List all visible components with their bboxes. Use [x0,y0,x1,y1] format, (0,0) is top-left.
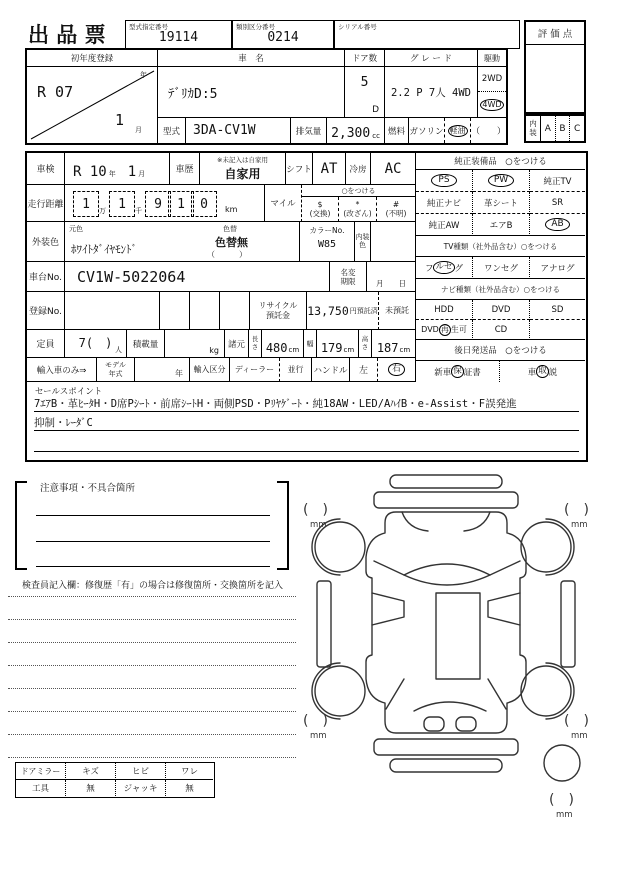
write-line-6 [8,705,296,712]
mileage-km-unit: km [225,205,238,214]
sales-points-section [27,382,586,460]
interior-grade-label: 内装 [526,116,541,141]
shaken-value [65,153,170,185]
rear-right-arch [546,663,574,719]
doors-cell [345,67,385,118]
mile-tamper-symbol: * [355,200,360,209]
class-code-value: 0214 [267,30,299,45]
model-year-cell [135,358,190,382]
mirror-break: ワレ [166,763,213,780]
height-cell [372,330,415,358]
serial-box [334,20,520,49]
tread-bracket-rear-right: ( ) [564,713,589,729]
navi-sd: SD [530,300,585,320]
drive-4wd-cell [478,92,506,118]
repaint-label: 色替 [223,225,237,233]
vehicle-detail-table [25,151,588,462]
sales-points-line1: 7ｴｱB・革ﾋｰﾀH・D席Pｼｰﾄ・前席ｼｰﾄH・両側PSD・Pﾘﾔｹﾞｰﾄ・純18AW・LED/AﾊｲB・e-Assist・F誤発進 [34,396,579,412]
rear-bumper [374,739,518,755]
interior-grade-c: C [574,123,581,134]
mile-tamper-label: (改ざん) [343,209,372,218]
load-cell [165,330,225,358]
mile-unknown-cell [377,197,415,222]
navi-hdd: HDD [416,300,473,320]
fullseg-selected: ルセ [435,262,453,273]
warranty-pre: 新車 [434,367,452,378]
ac-value: AC [371,153,415,185]
mileage-digit-100: 9 [145,191,171,217]
equip-genuine-navi: 純正ナビ [416,192,473,214]
equip-airbag-b: エアB [473,214,530,236]
dvd-play-pre: DVD [421,325,439,334]
model-year-l2: 年式 [108,369,123,378]
roof-bar [390,475,502,488]
shaken-month: 1 [127,164,137,180]
tread-unit-front-right: mm [571,520,588,530]
cabin-floor [436,593,480,679]
mileage-digit-10: 1 [168,191,194,217]
displacement-label: 排気量 [291,118,327,143]
recycle-l1: リサイクル [258,300,298,310]
notes-title: 注意事項・不具合箇所 [40,483,136,494]
equip-ps-cell [416,170,473,192]
original-color-label: 元色 [69,225,83,233]
equip-pw-cell [473,170,530,192]
first-reg-cell [27,67,158,143]
shaken-era: R 10 [73,164,107,180]
length-value: 480 [265,341,288,355]
color-no-label: カラーNo. [309,226,345,235]
length-cell [262,330,304,358]
tread-unit-rear-right: mm [571,731,588,741]
repaint-value: 色替無 [215,236,248,249]
write-line-8 [8,751,296,758]
exterior-color-label: 外装色 [27,222,65,262]
tread-unit-rear-left: mm [310,731,327,741]
notes-bracket-right [277,481,289,570]
evaluation-score-box [524,20,586,114]
equip-sunroof: SR [530,192,585,214]
car-name-header: 車 名 [158,50,345,67]
model-code-label: 型式 [158,118,186,143]
shaken-label: 車検 [27,153,65,185]
spare-tire [544,745,580,781]
handle-left: 左 [350,358,378,382]
drive-header: 駆動 [478,50,506,67]
grade-header: グ レ ー ド [385,50,478,67]
warranty-selected: 保 [453,366,462,377]
sales-points-line3 [34,436,579,452]
inspector-note: 検査員記入欄：修復歴「有」の場合は修復箇所・交換箇所を記入 [22,581,284,591]
fuel-gasoline: ガソリン [409,118,445,143]
dvd-play-post: 生可 [450,325,467,334]
doors-header: ドア数 [345,50,385,67]
write-line-1 [8,590,296,597]
rear-bar [390,759,502,772]
tv-oneseg: ワンセグ [473,257,530,279]
rear-step-left [424,717,444,731]
height-label: 高さ [359,330,372,358]
equip-ps-selected: PS [431,174,456,187]
mile-label: マイル [265,185,302,222]
serial-label: シリアル番号 [338,23,377,31]
rear-step-right [456,717,476,731]
mirror-label: ドアミラー [16,763,66,780]
left-side-step [317,581,331,667]
rear-left-wheel [315,666,365,716]
tools-label: 工具 [16,780,66,796]
class-code-label: 類別区分番号 [236,23,275,31]
right-door-line [488,593,520,625]
notes-line-1 [36,500,270,516]
warranty-post: 証書 [463,367,481,378]
capacity-value: 7( ) [78,336,113,350]
length-unit: cm [288,346,300,354]
genuine-equipment-header: 純正装備品 ○をつける [416,153,585,170]
shaken-year-unit: 年 [108,170,116,178]
front-right-arch [546,519,574,575]
color-no-cell [300,222,355,262]
original-color-value: ﾎﾜｲﾄﾀﾞｲﾔﾓﾝﾄﾞ [71,243,137,256]
rear-right-pillar [488,679,506,709]
displacement-unit: cc [372,132,380,140]
interior-grade-a: A [541,116,556,141]
mirror-crack: ヒビ [116,763,166,780]
left-door-line [372,593,404,625]
model-designation-box [125,20,232,49]
equipment-column [415,153,586,382]
first-reg-month-unit: 月 [135,126,142,134]
rear-left-pillar [386,679,404,709]
height-unit: cm [399,346,411,354]
rear-left-arch [312,663,340,719]
tv-type-header: TV種類（社外品含む）○をつける [416,236,585,257]
model-designation-value: 19114 [158,30,199,45]
first-reg-era: R 07 [37,83,74,101]
height-value: 187 [376,341,399,355]
displacement-cell [327,118,385,143]
history-cell [200,153,286,185]
registration-label: 登録No. [27,292,65,330]
capacity-cell [65,330,127,358]
handle-label: ハンドル [312,358,350,382]
equip-ab-cell [530,214,585,236]
import-parallel: 並行 [280,358,312,382]
equip-ab-selected: AB [545,218,569,231]
load-label: 積載量 [127,330,165,358]
width-unit: cm [343,346,355,354]
mile-exchange-symbol: $ [317,200,323,209]
interior-grade-b: B [556,116,571,141]
dvd-play-selected: 再 [440,324,449,334]
jack-label: ジャッキ [116,780,166,796]
import-dealer: ディーラー [230,358,280,382]
mile-tamper-cell [339,197,377,222]
mirror-tools-table [15,762,215,798]
history-value: 自家用 [224,167,261,181]
rear-window [414,702,486,711]
name-change-l2: 期限 [340,276,356,286]
mileage-man-unit: 万 [99,207,106,215]
registration-cell-3 [190,292,220,330]
history-note: ※未記入は自家用 [217,156,268,164]
equip-pw-selected: PW [488,174,514,187]
mileage-digit-1: 0 [191,191,217,217]
mile-exchange-label: (交換) [309,209,331,218]
navi-dvd-play-cell [416,320,473,340]
navi-type-header: ナビ種類（社外品含む）○をつける [416,279,585,300]
mirror-scratch: キズ [66,763,116,780]
mileage-sen-digit: 1 [109,191,135,217]
model-code-value: 3DA-CV1W [186,118,291,143]
load-unit: kg [209,346,219,355]
ac-label: 冷房 [346,153,371,185]
width-label: 幅 [304,330,317,358]
navi-cd: CD [473,320,530,340]
tread-unit-front-left: mm [310,520,327,530]
interior-grade-box [524,114,586,143]
right-side-step [561,581,575,667]
jack-none: 無 [185,784,194,794]
model-designation-label: 型式指定番号 [129,23,168,31]
fullseg-pre: フ [424,263,434,274]
equip-genuine-aw: 純正AW [416,214,473,236]
handle-right-selected: 右 [388,363,405,376]
sales-points-label: セールスポイント [35,387,103,397]
fullseg-post: グ [454,263,464,274]
fuel-label: 燃料 [385,118,409,143]
mile-unknown-label: (不明) [385,209,407,218]
handle-right-cell [378,358,415,382]
mile-unknown-symbol: # [392,200,400,209]
recycle-deposit-cell [307,292,379,330]
mileage-label: 走行距離 [27,185,65,222]
ship-later-header: 後日発送品 ○をつける [416,340,585,361]
write-line-5 [8,682,296,689]
model-year-unit: 年 [175,369,183,378]
capacity-unit: 人 [115,346,122,354]
notes-line-3 [36,551,270,567]
tread-bracket-front-right: ( ) [564,502,589,518]
class-code-box [232,20,334,49]
history-label: 車歴 [170,153,200,185]
tv-analog: アナログ [530,257,585,279]
registration-cell-2 [160,292,190,330]
mile-exchange-cell [302,197,339,222]
drive-4wd-selected: 4WD [482,99,502,109]
name-change-date-cell [367,262,415,292]
car-body-outline [366,512,526,733]
chassis-value: CV1W-5022064 [65,262,330,292]
a-pillar-right [490,561,520,575]
tread-bracket-rear-left: ( ) [303,713,328,729]
doors-value: 5 [360,74,369,90]
first-reg-year-unit: 年 [140,71,147,79]
recycle-suffix: 円預託済 [349,306,378,315]
page-title: 出 品 票 [28,23,106,47]
not-deposited-label: 未預託 [379,292,415,330]
recycle-l2: 預託金 [266,310,290,320]
capacity-label: 定員 [27,330,65,358]
hood-line-left [402,512,428,531]
mileage-circle-note: ○をつける [302,185,415,197]
first-reg-month: 1 [115,111,125,129]
import-class-label: 輸入区分 [190,358,230,382]
shift-value: AT [313,153,346,185]
vehicle-info-table [25,48,508,145]
fuel-other: （ ） [471,126,506,137]
month-day-placeholder: 月 日 [376,279,406,288]
manual-pre: 車 [527,367,537,378]
tread-unit-spare: mm [556,810,573,820]
car-name-value: ﾃﾞﾘｶD:5 [158,67,345,118]
registration-cell-1 [65,292,160,330]
shaken-month-unit: 月 [138,170,146,178]
front-bumper [374,492,518,508]
tools-none: 無 [66,780,116,796]
spec-label: 諸元 [225,330,249,358]
notes-line-2 [36,526,270,542]
interior-color-value [371,222,415,262]
displacement-value: 2,300 [331,126,371,141]
first-reg-header: 初年度登録 [27,50,158,67]
recycle-amount: 13,750 [307,303,349,318]
model-year-label [97,358,135,382]
doors-unit: D [372,105,379,115]
repaint-paren: （ ） [207,250,247,259]
width-value: 179 [320,341,343,355]
name-change-l1: 名変 [340,267,356,277]
front-right-wheel [521,522,571,572]
registration-cell-4 [220,292,250,330]
length-label: 長さ [249,330,262,358]
model-year-l1: モデル [105,361,126,370]
import-only-label: 輸入車のみ⇒ [27,358,97,382]
navi-blank-cell [530,320,585,340]
tread-bracket-front-left: ( ) [303,502,328,518]
write-line-2 [8,613,296,620]
mileage-cell [65,185,265,222]
grade-value: 2.2 P 7人 4WD [385,67,478,118]
recycle-label [250,292,307,330]
write-line-7 [8,728,296,735]
manual-selected: 取 [538,366,547,377]
rear-right-wheel [521,666,571,716]
equip-leather-seat: 革シート [473,192,530,214]
color-no-value: W85 [317,239,337,250]
evaluation-label: 評 価 点 [526,22,584,45]
notes-bracket-left [15,481,27,570]
windshield [404,564,490,585]
ship-warranty-cell [416,361,500,382]
color-cell [65,222,300,262]
car-diagram [290,465,630,865]
sales-points-line2: 抑制・ﾚｰﾀﾞC [34,415,579,431]
shift-label: シフト [286,153,313,185]
mileage-sen-unit: 千 [135,207,142,215]
drive-2wd: 2WD [478,67,506,92]
fuel-diesel-cell [445,118,471,143]
width-cell [317,330,359,358]
chassis-label: 車台No. [27,262,65,292]
tread-bracket-spare: ( ) [549,792,574,808]
write-line-4 [8,659,296,666]
interior-color-label: 内装色 [355,222,371,262]
write-line-3 [8,636,296,643]
name-change-label [330,262,367,292]
ship-manual-cell [500,361,585,382]
hood-line-right [464,512,490,531]
navi-dvd: DVD [473,300,530,320]
mileage-man-digit: 1 [73,191,99,217]
tv-fullseg-cell [416,257,473,279]
a-pillar-left [374,561,404,575]
manual-post: 説 [548,367,558,378]
equip-genuine-tv: 純正TV [530,170,585,192]
fuel-diesel-selected: 軽油 [449,125,466,135]
